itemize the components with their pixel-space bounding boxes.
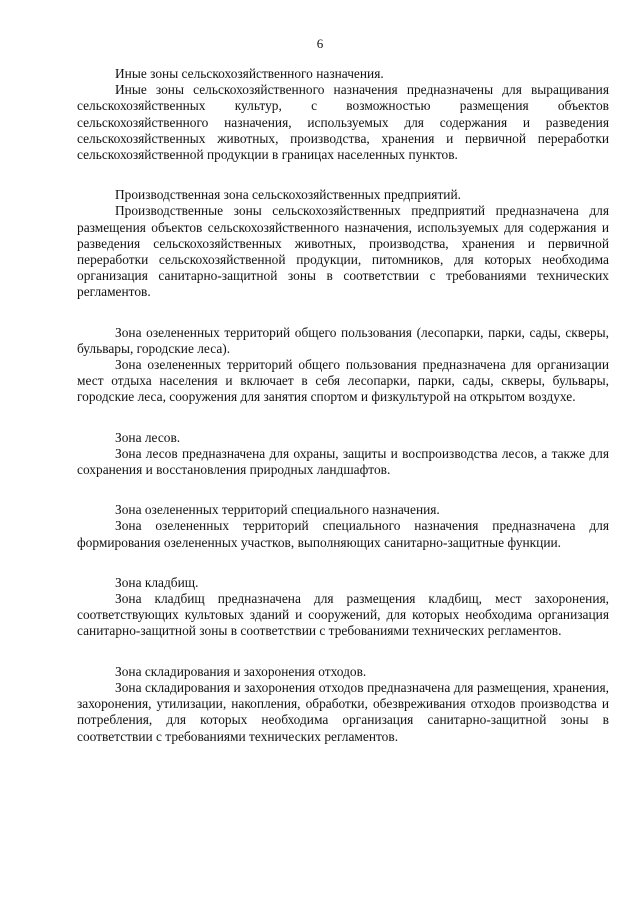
section-body: Зона озелененных территорий специального назначения предназначена для формирования озелененных участков, выполняющих санитарно-защитные функции. — [77, 518, 609, 550]
section-body: Производственные зоны сельскохозяйственных предприятий предназначена для размещения объектов сельскохозяйственного назначения, используемых для содержания и разведения сельскохозяйственных животных, производства, хранения и первичной переработки сельскохозяйственной продукции, питомников, для которых необходима организация санитарно-защитной зоны в соответствии с требованиями технических регламентов. — [77, 203, 609, 300]
section-body: Зона лесов предназначена для охраны, защиты и воспроизводства лесов, а также для сохранения и восстановления природных ландшафтов. — [77, 445, 609, 478]
section-special-green-zone — [77, 502, 609, 551]
section-public-green-zone — [77, 325, 609, 406]
section-heading: Иные зоны сельскохозяйственного назначения. — [115, 66, 384, 81]
section-other-agricultural-zones — [77, 66, 609, 163]
section-heading: Зона лесов. — [115, 429, 181, 445]
section-waste-zone — [77, 664, 609, 745]
document-body — [77, 66, 609, 769]
section-heading: Зона озелененных территорий специального назначения. — [115, 502, 440, 518]
section-heading: Производственная зона сельскохозяйственных предприятий. — [115, 187, 461, 203]
section-heading: Зона озелененных территорий общего пользования (лесопарки, парки, сады, скверы, бульвары, городские леса). — [77, 324, 609, 356]
page-number: 6 — [316, 36, 324, 51]
section-agricultural-production-zone — [77, 187, 609, 300]
section-forest-zone — [77, 430, 609, 479]
section-body: Зона озелененных территорий общего пользования предназначена для организации мест отдыха населения и включает в себя лесопарки, парки, сады, скверы, бульвары, городские леса, сооружения для занятия спортом и физкультурой на открытом воздухе. — [77, 357, 609, 405]
section-cemetery-zone — [77, 575, 609, 640]
section-body: Иные зоны сельскохозяйственного назначения предназначены для выращивания сельскохозяйственных культур, с возможностью размещения объектов сельскохозяйственного назначения, используемых для содержания и разведения сельскохозяйственных животных, производства, хранения и первичной переработки сельскохозяйственной продукции в границах населенных пунктов. — [77, 82, 609, 163]
section-body: Зона складирования и захоронения отходов предназначена для размещения, хранения, захоронения, утилизации, накопления, обработки, обезвреживания отходов производства и потребления, для которых необходима организация санитарно-защитной зоны в соответствии с требованиями технических регламентов. — [77, 679, 609, 744]
section-heading: Зона складирования и захоронения отходов. — [115, 663, 367, 679]
section-heading: Зона кладбищ. — [115, 574, 199, 590]
section-body: Зона кладбищ предназначена для размещения кладбищ, мест захоронения, соответствующих культовых зданий и сооружений, для которых необходима организация санитарно-защитной зоны в соответствии с требованиями технических регламентов. — [77, 591, 609, 639]
